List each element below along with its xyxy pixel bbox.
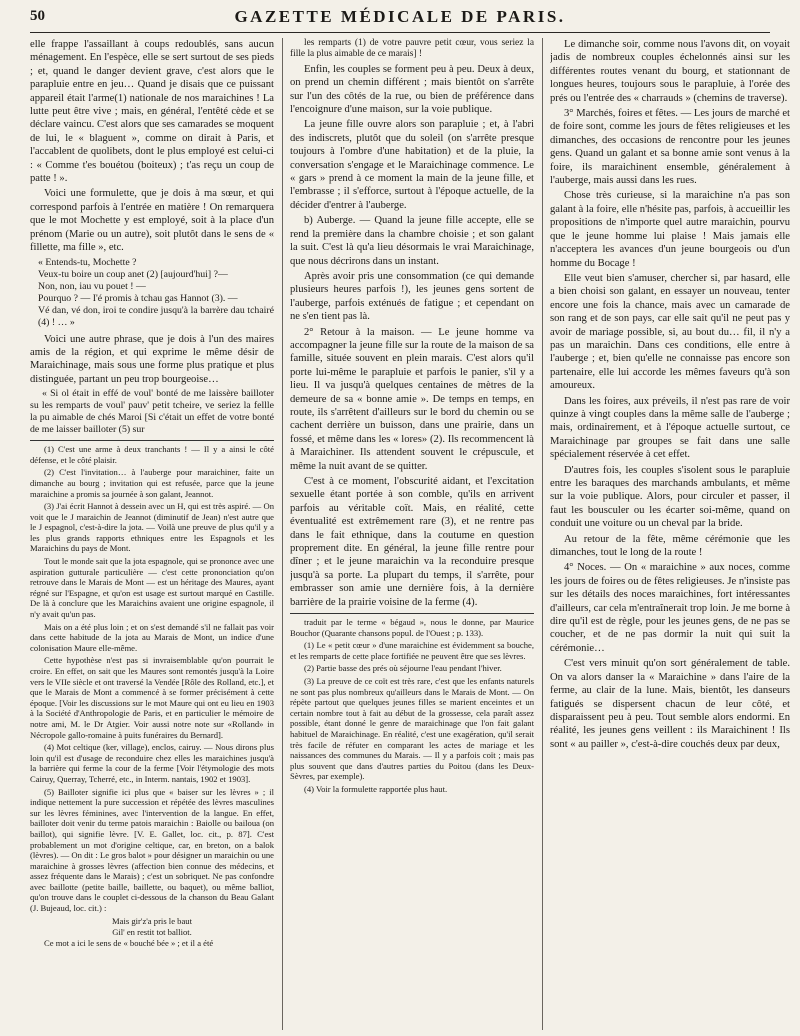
paragraph: C'est à ce moment, l'obscurité aidant, et l'excitation sexuelle étant portée à son comble, qu'ils en arrivent parfois au véritable coït. Mais, en réalité, cette éventualité est extrêmement rare (3), et ne rentre pas dans le fait ethnique, dans la coutume en question proprement dite. En général, la jeune fille rentre pour dîner ; et le jeune maraichin va la reconduire presque jusqu'à sa porte. La plupart du temps, il s'arrête, pour embrasser son amie une dernière fois, à la dernière barrière de la prairie voisine de la ferme (4). [290, 476, 534, 608]
quotation: « Si ol était in effé de voul' bonté de me laissère bailloter su les remparts de voul' pauv' petit tcheire, ve seriez la fellle la pu aimable de chés Maroi [Si c'était un effet de votre bonté de me laisser bailloter (5) sur [30, 388, 274, 436]
footnote-verse: Mais gir'z'a pris le baut [112, 915, 192, 926]
column-2 [290, 38, 534, 1030]
footnote: (2) Partie basse des prés où séjourne l'eau pendant l'hiver. [304, 663, 502, 674]
page-number: 50 [30, 8, 45, 24]
paragraph: 3° Marchés, foires et fêtes. — Les jours de marché et de foire sont, comme les jours de fêtes religieuses et les dimanches, des occasions de rencontre pour les jeunes gens. Quand un galant et sa bonne amie sont venus à la foire, ils maraichinent ensemble, généralement à l'auberge, mais aussi dans les rues. [550, 108, 790, 187]
footnote: (3) J'ai écrit Hannot à dessein avec un H, qui est très aspiré. — On voit que le J maraichin de Jeannot (diminutif de Jean) n'est autre que le J espagnol, c'est-à-dire la jota. — Voilà une preuve de plus qu'il y a les plus grands rapports ethniques entre les Espagnols et les Maraichins du pays de Mont. [30, 501, 274, 554]
page-title: GAZETTE MÉDICALE DE PARIS. [234, 7, 566, 26]
verse-line: Veux-tu boire un coup anet (2) [aujourd'hui] ?— [38, 268, 228, 280]
footnote: (1) C'est une arme à deux tranchants ! — Il y a ainsi le côté défense, et le côté plaisir. [30, 444, 274, 465]
paragraph: elle frappe l'assaillant à coups redoublés, sans aucun ménagement. En l'espèce, elle se sert surtout de ses pieds ; et, quand le danger devient grave, c'est alors que le parapluie entre en jeu… Quand je disais que ce puissant appareil était l'arme(1) nationale de nos maraichines ! La lutte peut être vive ; mais, en général, l'entêté cède et se déclare vaincu. C'est alors que ses camarades se moquent de lui, le « blaguent », comme on dirait à Paris, et l'accablent de quolibets, dont le plus employé est celui-ci : « Comme t'es bouétou (boiteux) ; t'as reçu un coup de patte ! ». [30, 39, 274, 185]
paragraph: Après avoir pris une consommation (ce qui demande plusieurs heures parfois !), les jeunes gens sortent de l'auberge, parfois exténués de fatigue ; et cependant on ne s'en tient pas là. [290, 270, 534, 323]
verse-block [38, 257, 274, 329]
footnote: (3) La preuve de ce coït est très rare, c'est que les enfants naturels ne sont pas plus nombreux qu'ailleurs dans le Marais de Mont. — On répète partout que quelques jeunes filles se marient enceintes et un certain nombre tout à fait au début de la grossesse, cela paraît assez possible, étant donné le genre de maraichinage que l'on fait galant habituel de Maraichinage. En réalité, c'est une exagération, qu'il serait très facile de réfuter en comparant les actes de mariage et les naissances des communes du Marais. — Il y a parfois coït ; mais pas plus souvent que dans d'autres parties du Poitou (dans les Deux-Sèvres, par exemple). [290, 676, 534, 782]
footnote: Ce mot a ici le sens de « bouché bée » ; et il a été [44, 937, 214, 948]
column-divider [542, 38, 543, 1030]
paragraph: Dans les foires, aux préveils, il n'est pas rare de voir quinze à vingt couples dans la même salle de l'auberge ; mais, ordinairement, et à l'époque actuelle surtout, ce Maraichinage par groupes se fait dans une salle spécialement réservée à cet effet. [550, 395, 790, 461]
paragraph: C'est vers minuit qu'on sort généralement de table. On va alors danser la « Maraichine » dans l'aire de la ferme, au clair de la lune. Mais, bientôt, les danseurs fatigués se dispersent chacun de leur côté, et disparaissent peu à peu. Tout semble alors endormi. En réalité, les jeunes gens veillent : ils Maraichinent ! Ils sont « au pailler », c'est-à-dire couchés deux par deux, [550, 658, 790, 750]
paragraph: Voici une autre phrase, que je dois à l'un des maires amis de la région, et qui exprime le même désir de Maraichinage, mais sous une forme plus pratique et plus distinguée, partant un peu trop bourgeoise… [30, 333, 274, 385]
paragraph: 2° Retour à la maison. — Le jeune homme va accompagner la jeune fille sur la route de la maison de sa famille, située souvent en plein marais. C'est alors qu'il porte lui-même le parapluie et parfois le panier, s'il y a lieu. Il va jusqu'à quelques centaines de mètres de la demeure de sa « bonne amie ». De temps en temps, en route, ils s'arrêtent d'ailleurs sur le bord du chemin ou se cachent derrière un buisson, dans une prairie, dans un fossé, et même dans les « lores» (2). Ils recommencent là à Maraichiner. Ils attendent souvent le crépuscule, et même la nuit avant de se quitter. [290, 326, 534, 472]
footnote: Tout le monde sait que la jota espagnole, qui se prononce avec une aspiration gutturale particulière — c'est cette prononciation qu'on retrouve dans le Marais de Mont — est un héritage des Maures, ayant régné sur l'Espagne, et qu'on est usage est surtout marqué en Castille. De là à conclure que les Maraichins avaient une origine espagnole, il n'y avait qu'un pas. [30, 556, 274, 620]
paragraph: La jeune fille ouvre alors son parapluie ; et, à l'abri des indiscrets, plutôt que du soleil (on s'arrête presque toujours à l'ombre d'une habitation) et de la pluie, la conversation s'engage et le Maraichinage commence. Le « gars » prend à ce moment la main de la jeune fille, et l'embrasse ; il s'efforce, surtout à l'époque actuelle, de la décider d'entrer à l'auberge. [290, 119, 534, 211]
verse-line: Pourquo ? — I'é promis à tchau gas Hannot (3). — [38, 292, 238, 304]
footnote: Cette hypothèse n'est pas si invraisemblable qu'on pourrait le croire. En effet, on sait que les Maures sont remontés jusqu'à la Loire vers le VIIe siècle et ont traversé la Vendée [Rôle des Rolland, etc.], et que le Marais de Mont a commencé à se former précisément à cette époque. [Voir les discussions sur le mot Maure qui ont eu lieu en 1903 à la Société d'Anthropologie de Paris, et en particulier le mémoire de notre ami, M. le Dr Atgier. Voir aussi notre note sur «Rolland» in Nécropole gallo-romaine à puits funéraires du Bernard]. [30, 655, 274, 740]
column-3 [550, 38, 790, 1030]
verse-line: Non, non, iau vu pouet ! — [38, 280, 146, 292]
column-1 [30, 38, 274, 1030]
footnote: Mais on a été plus loin ; et on s'est demandé s'il ne fallait pas voir dans cette habitude de la jota au Marais de Mont, un indice d'une colonisation Maure elle-même. [30, 621, 274, 653]
page-header [30, 6, 770, 33]
column-divider [282, 38, 283, 1030]
footnotes [290, 613, 534, 795]
paragraph: Voici une formulette, que je dois à ma sœur, et qui correspond parfois à l'entrée en matière ! On remarquera que le mot Mochette y est employé, soit à la place d'un prénom (Marie ou un autre), soit plutôt dans le sens de « fillette, ma fille », etc. [30, 188, 274, 254]
verse-line: Vé dan, vé don, iroi te condire jusqu'à la barrère dau tchairé (4) ! … » [38, 304, 274, 328]
footnotes [30, 440, 274, 948]
footnote: (1) Le « petit cœur » d'une maraichine est évidemment sa bouche, et les remparts de cette place fortifiée ne peuvent être que ses lèvres. [290, 640, 534, 661]
verse-line: « Entends-tu, Mochette ? [38, 256, 137, 268]
footnote: (4) Voir la formulette rapportée plus haut. [304, 783, 448, 794]
footnote: (4) Mot celtique (ker, village), enclos, cairuy. — Nous dirons plus loin qu'il est d'usage de reconduire chez elles les maraichines jusqu'à la barrière qui ferme la cour de la ferme [Voir l'étymologie des mots Cairuy, Querray, Tcherré, etc., in Interm. nantais, 1902 et 1903]. [30, 742, 274, 784]
paragraph: 4° Noces. — On « maraichine » aux noces, comme les jours de foires ou de fêtes religieuses. Je n'insiste pas sur les détails des noces maraichines, fort intéressantes d'ailleurs, car cela m'entraînerait trop loin. Je me borne à dire qu'il est de règle, pour les jeunes gens, de ne pas se coucher, et de ne pas dormir la nuit qui suit la cérémonie… [550, 562, 790, 654]
footnote: (2) C'est l'invitation… à l'auberge pour maraichiner, faite un dimanche au bourg ; invitation qui est refusée, parce que la jeune maraichine a promis sa journée à son galant, Jeannot. [30, 467, 274, 499]
paragraph: b) Auberge. — Quand la jeune fille accepte, elle se rend la première dans la chambre choisie ; et son galant la suit. C'est là qu'a lieu désormais le vrai Maraichinage, que nous décrirons dans un instant. [290, 215, 534, 267]
quotation-continued: les remparts (1) de votre pauvre petit cœur, vous seriez la fille la plus aimable de ce marais] ! [290, 38, 534, 60]
paragraph: D'autres fois, les couples s'isolent sous le parapluie entre les baraques des marchands ambulants, et même sur la voie publique. Alors, pour circuler et passer, il faut les bousculer ou les écarter soi-même, quand on conduit une voiture ou un cheval par la bride. [550, 464, 790, 530]
paragraph: Enfin, les couples se forment peu à peu. Deux à deux, on prend un chemin différent ; mais bientôt on s'arrête sur l'un des côtés de la rue, ou bien de préférence dans l'encoignure d'une maison, sur la voie publique. [290, 63, 534, 116]
paragraph: Elle veut bien s'amuser, chercher si, par hasard, elle a bien choisi son galant, en essayer un nouveau, tenter encore une fois la chance, mais avec un camarade de son rang et de son pays, car elle sait qu'il ne peut pas y avoir de mariage possible, si, au bout du… fil, il n'y a pas un maraichin. Dans ces conditions, elle entre à l'auberge ; et, bien qu'elle ne connaisse pas encore son partenaire, elle lui accorde les mêmes faveurs qu'à son amoureux. [550, 272, 790, 392]
footnote: traduit par le terme « bégaud », nous le donne, par Maurice Bouchor (Quarante chansons popul. de l'Ouest ; p. 133). [290, 617, 534, 638]
paragraph: Chose très curieuse, si la maraichine n'a pas son galant à la foire, elle n'hésite pas, parfois, à accueillir les propositions de n'importe quel autre maraichin, pourvu que le jeune homme lui plaise ! Mais jamais elle n'acceptera les avances d'un jeune bourgeois ou d'un homme du Bocage ! [550, 190, 790, 269]
paragraph: Le dimanche soir, comme nous l'avons dit, on voyait jadis de nombreux couples échelonnés ainsi sur les différentes routes venant du bourg, et stationnant de longues heures, toujours sous le parapluie, à l'orée des prés ou l'entrée des « charrauds » (chemins de traverse). [550, 39, 790, 104]
footnote-verse: Gil' en restit tot balliot. [112, 926, 192, 937]
paragraph: Au retour de la fête, même cérémonie que les dimanches, tout le long de la route ! [550, 533, 790, 559]
footnote: (5) Bailloter signifie ici plus que « baiser sur les lèvres » ; il indique nettement la pure succession et répétée des lèvres masculines sur les lèvres féminines, avec l'intervention de la langue. En effet, bailloter doit venir du terme patois maraichin : Baiolle ou bailoua (on baillot), qui signifie lèvre. [V. E. Gallet, loc. cit., p. 87]. C'est probablement un mot d'origine celtique, car, en breton, on a balok (lèvres). — On dit : Le gros balot » pour désigner un maraichin ou une maraichine à grosses lèvres (affection bien connue des médecins, et assez fréquente dans le Marais) ; c'est un sobriquet. Ne pas confondre avec baillotte (petite baille, baillette, ou baquet), ou même balliot, qu'on trouve dans le couplet ci-dessous de la chanson du Beau Galant (J. Bujeaud, loc. cit.) : [30, 786, 274, 914]
